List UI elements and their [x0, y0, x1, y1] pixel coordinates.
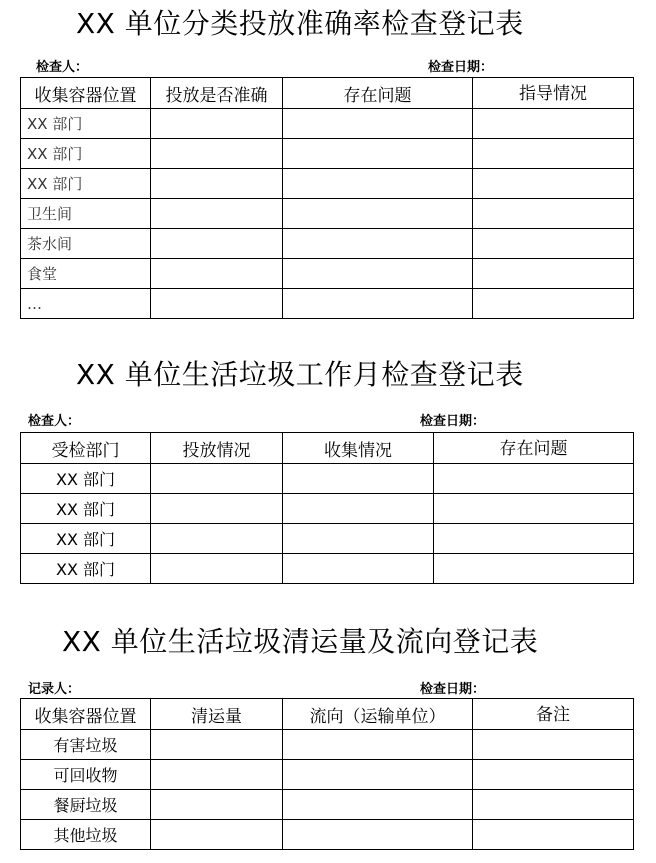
form2-cell-disposal[interactable] [151, 524, 283, 554]
form3-date-label: 检查日期： [420, 682, 486, 697]
form2-cell-disposal[interactable] [151, 464, 283, 494]
form3-header-row [21, 699, 634, 730]
table-row [21, 289, 634, 319]
form1-cell-accuracy[interactable] [151, 169, 283, 199]
form2-cell-collection[interactable] [283, 494, 434, 524]
form2-cell-problems[interactable] [434, 554, 634, 584]
form3-cell-volume[interactable] [151, 730, 283, 760]
form1-row-location: XX 部门 [21, 169, 151, 199]
table-row [21, 109, 634, 139]
form1-cell-problems[interactable] [283, 199, 473, 229]
table-row [21, 790, 634, 820]
form2-row-department: XX 部门 [21, 554, 151, 584]
table-row [21, 760, 634, 790]
form1-row-location: 卫生间 [21, 199, 151, 229]
form2-cell-disposal[interactable] [151, 554, 283, 584]
form2-table [20, 432, 634, 584]
form1-table [20, 77, 634, 319]
table-row [21, 554, 634, 584]
form1-cell-accuracy[interactable] [151, 259, 283, 289]
table-row [21, 464, 634, 494]
form1-cell-accuracy[interactable] [151, 199, 283, 229]
form2-cell-problems[interactable] [434, 524, 634, 554]
table-row [21, 229, 634, 259]
form3-header-volume: 清运量 [151, 699, 283, 730]
form2-title: XX 单位生活垃圾工作月检查登记表 [76, 358, 524, 391]
form2-cell-collection[interactable] [283, 464, 434, 494]
form2-cell-disposal[interactable] [151, 494, 283, 524]
form3-header-remarks: 备注 [473, 699, 634, 730]
form2-row-department: XX 部门 [21, 524, 151, 554]
form2-cell-collection[interactable] [283, 554, 434, 584]
form3-cell-remarks[interactable] [473, 820, 634, 850]
form2-cell-collection[interactable] [283, 524, 434, 554]
form1-cell-accuracy[interactable] [151, 139, 283, 169]
form1-row-location: 茶水间 [21, 229, 151, 259]
form1-header-accuracy: 投放是否准确 [151, 78, 283, 109]
form3-cell-destination[interactable] [283, 730, 473, 760]
form1-cell-accuracy[interactable] [151, 229, 283, 259]
form3-cell-remarks[interactable] [473, 730, 634, 760]
form1-cell-problems[interactable] [283, 169, 473, 199]
form1-cell-problems[interactable] [283, 109, 473, 139]
form1-cell-guidance[interactable] [473, 259, 634, 289]
form3-cell-destination[interactable] [283, 760, 473, 790]
form1-row-location: XX 部门 [21, 109, 151, 139]
form3-header-destination: 流向（运输单位） [283, 699, 473, 730]
form1-cell-guidance[interactable] [473, 289, 634, 319]
table-row [21, 169, 634, 199]
form3-row-waste-type: 餐厨垃圾 [21, 790, 151, 820]
form2-header-problems: 存在问题 [434, 433, 634, 464]
form3-cell-destination[interactable] [283, 820, 473, 850]
form2-header-department: 受检部门 [21, 433, 151, 464]
form1-cell-guidance[interactable] [473, 139, 634, 169]
table-row [21, 199, 634, 229]
form1-cell-problems[interactable] [283, 139, 473, 169]
form3-recorder-label: 记录人： [28, 682, 81, 697]
form2-inspector-label: 检查人： [28, 414, 81, 429]
form1-cell-problems[interactable] [283, 229, 473, 259]
form1-cell-accuracy[interactable] [151, 289, 283, 319]
form2-cell-problems[interactable] [434, 464, 634, 494]
form3-row-waste-type: 有害垃圾 [21, 730, 151, 760]
form3-table [20, 698, 634, 850]
table-row [21, 259, 634, 289]
form2-date-label: 检查日期： [420, 414, 486, 429]
form1-header-row [21, 78, 634, 109]
form3-cell-destination[interactable] [283, 790, 473, 820]
form1-cell-problems[interactable] [283, 289, 473, 319]
form1-date-label: 检查日期： [428, 60, 494, 75]
form3-cell-volume[interactable] [151, 760, 283, 790]
form3-header-location: 收集容器位置 [21, 699, 151, 730]
form1-header-problems: 存在问题 [283, 78, 473, 109]
form1-inspector-label: 检查人： [36, 60, 89, 75]
form3-cell-remarks[interactable] [473, 790, 634, 820]
form2-cell-problems[interactable] [434, 494, 634, 524]
table-row [21, 139, 634, 169]
form2-header-disposal: 投放情况 [151, 433, 283, 464]
form1-cell-accuracy[interactable] [151, 109, 283, 139]
form1-row-location: … [21, 289, 151, 319]
form2-row-department: XX 部门 [21, 464, 151, 494]
form3-cell-volume[interactable] [151, 790, 283, 820]
form1-cell-guidance[interactable] [473, 109, 634, 139]
form2-row-department: XX 部门 [21, 494, 151, 524]
form1-cell-guidance[interactable] [473, 169, 634, 199]
form3-cell-remarks[interactable] [473, 760, 634, 790]
table-row [21, 524, 634, 554]
form3-title: XX 单位生活垃圾清运量及流向登记表 [62, 625, 539, 658]
table-row [21, 730, 634, 760]
form1-header-location: 收集容器位置 [21, 78, 151, 109]
form3-row-waste-type: 其他垃圾 [21, 820, 151, 850]
table-row [21, 494, 634, 524]
form2-header-row [21, 433, 634, 464]
form1-row-location: 食堂 [21, 259, 151, 289]
form1-title: XX 单位分类投放准确率检查登记表 [76, 7, 524, 40]
form2-header-collection: 收集情况 [283, 433, 434, 464]
table-row [21, 820, 634, 850]
form3-row-waste-type: 可回收物 [21, 760, 151, 790]
form1-header-guidance: 指导情况 [473, 78, 634, 109]
form1-cell-guidance[interactable] [473, 199, 634, 229]
form1-cell-problems[interactable] [283, 259, 473, 289]
form1-row-location: XX 部门 [21, 139, 151, 169]
form3-cell-volume[interactable] [151, 820, 283, 850]
form1-cell-guidance[interactable] [473, 229, 634, 259]
